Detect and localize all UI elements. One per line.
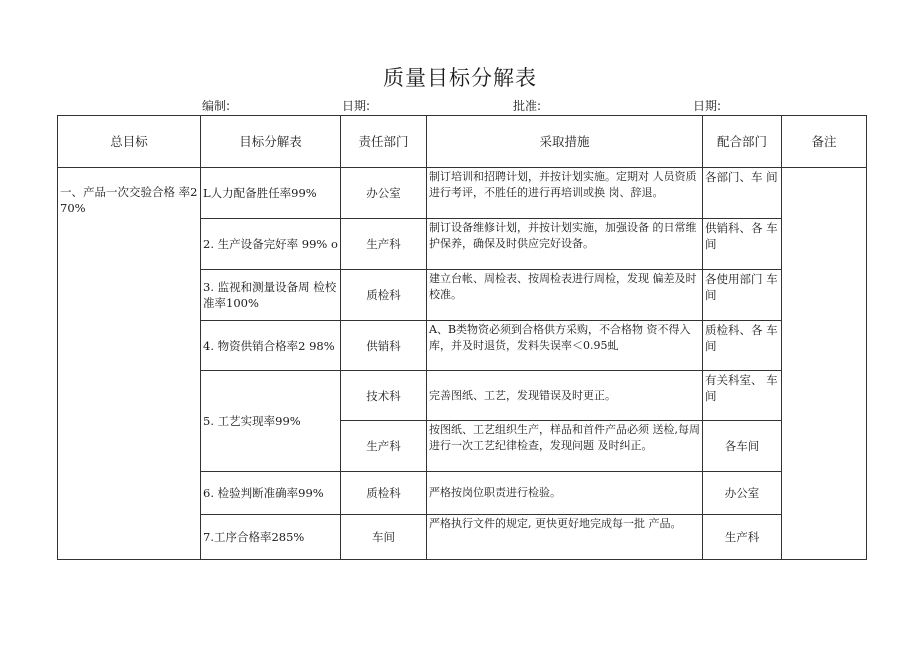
coop-dept-cell: 质检科、各 车间 [703, 321, 782, 371]
dept-cell: 办公室 [341, 168, 427, 219]
dept-cell: 质检科 [341, 472, 427, 515]
date-label-2: 日期: [693, 99, 722, 113]
remarks-cell [782, 168, 867, 560]
measure-cell: 严格按岗位职责进行检验。 [427, 472, 703, 515]
date-label-1: 日期: [342, 99, 371, 113]
overall-goal-cell: 一、产品一次交验合格 率2 70% [58, 168, 201, 560]
target-cell: 6. 检验判断准确率99% [201, 472, 341, 515]
header-measures: 采取措施 [427, 116, 703, 168]
quality-goal-table [57, 115, 867, 560]
header-overall-goal: 总目标 [58, 116, 201, 168]
target-cell: 4. 物资供销合格率2 98% [201, 321, 341, 371]
measure-cell: A、B类物资必须到合格供方采购，不合格物 资不得入库，并及时退货，发料失误率＜0.95虬 [427, 321, 703, 371]
target-cell: 7.工序合格率285% [201, 515, 341, 560]
measure-cell: 制订培训和招聘计划，并按计划实施。定期对 人员资质进行考评，不胜任的进行再培训或换 岗、辞退。 [427, 168, 703, 219]
approved-by-label: 批准: [513, 99, 542, 113]
dept-cell: 车间 [341, 515, 427, 560]
dept-cell: 生产科 [341, 421, 427, 472]
measure-cell: 完善图纸、工艺，发现错误及时更正。 [427, 371, 703, 421]
dept-cell: 生产科 [341, 219, 427, 270]
compiled-by-label: 编制: [202, 99, 231, 113]
dept-cell: 供销科 [341, 321, 427, 371]
target-cell: L人力配备胜任率99% [201, 168, 341, 219]
header-cooperating-dept: 配合部门 [703, 116, 782, 168]
coop-dept-cell: 各部门、车 间 [703, 168, 782, 219]
dept-cell: 质检科 [341, 270, 427, 321]
header-responsible-dept: 责任部门 [341, 116, 427, 168]
header-remarks: 备注 [782, 116, 867, 168]
coop-dept-cell: 供销科、各 车间 [703, 219, 782, 270]
measure-cell: 严格执行文件的规定, 更快更好地完成每一批 产品。 [427, 515, 703, 560]
target-cell: 5. 工艺实现率99% [201, 371, 341, 472]
measure-cell: 建立台帐、周检表、按周检表进行周检，发现 偏差及时校准。 [427, 270, 703, 321]
coop-dept-cell: 办公室 [703, 472, 782, 515]
coop-dept-cell: 各车间 [703, 421, 782, 472]
measure-cell: 按图纸、工艺组织生产，样品和首件产品必须 送检,每周进行一次工艺纪律检查，发现问题 及时纠正。 [427, 421, 703, 472]
table-row [58, 168, 867, 219]
table-header-row [58, 116, 867, 168]
header-target-breakdown: 目标分解表 [201, 116, 341, 168]
dept-cell: 技术科 [341, 371, 427, 421]
coop-dept-cell: 有关科室、 车间 [703, 371, 782, 421]
coop-dept-cell: 生产科 [703, 515, 782, 560]
page-title: 质量目标分解表 [383, 66, 537, 90]
target-cell: 3. 监视和测量设备周 检校准率100% [201, 270, 341, 321]
coop-dept-cell: 各使用部门 车间 [703, 270, 782, 321]
measure-cell: 制订设备维修计划，并按计划实施，加强设备 的日常维护保养，确保及时供应完好设备。 [427, 219, 703, 270]
target-cell: 2. 生产设备完好率 99% o [201, 219, 341, 270]
